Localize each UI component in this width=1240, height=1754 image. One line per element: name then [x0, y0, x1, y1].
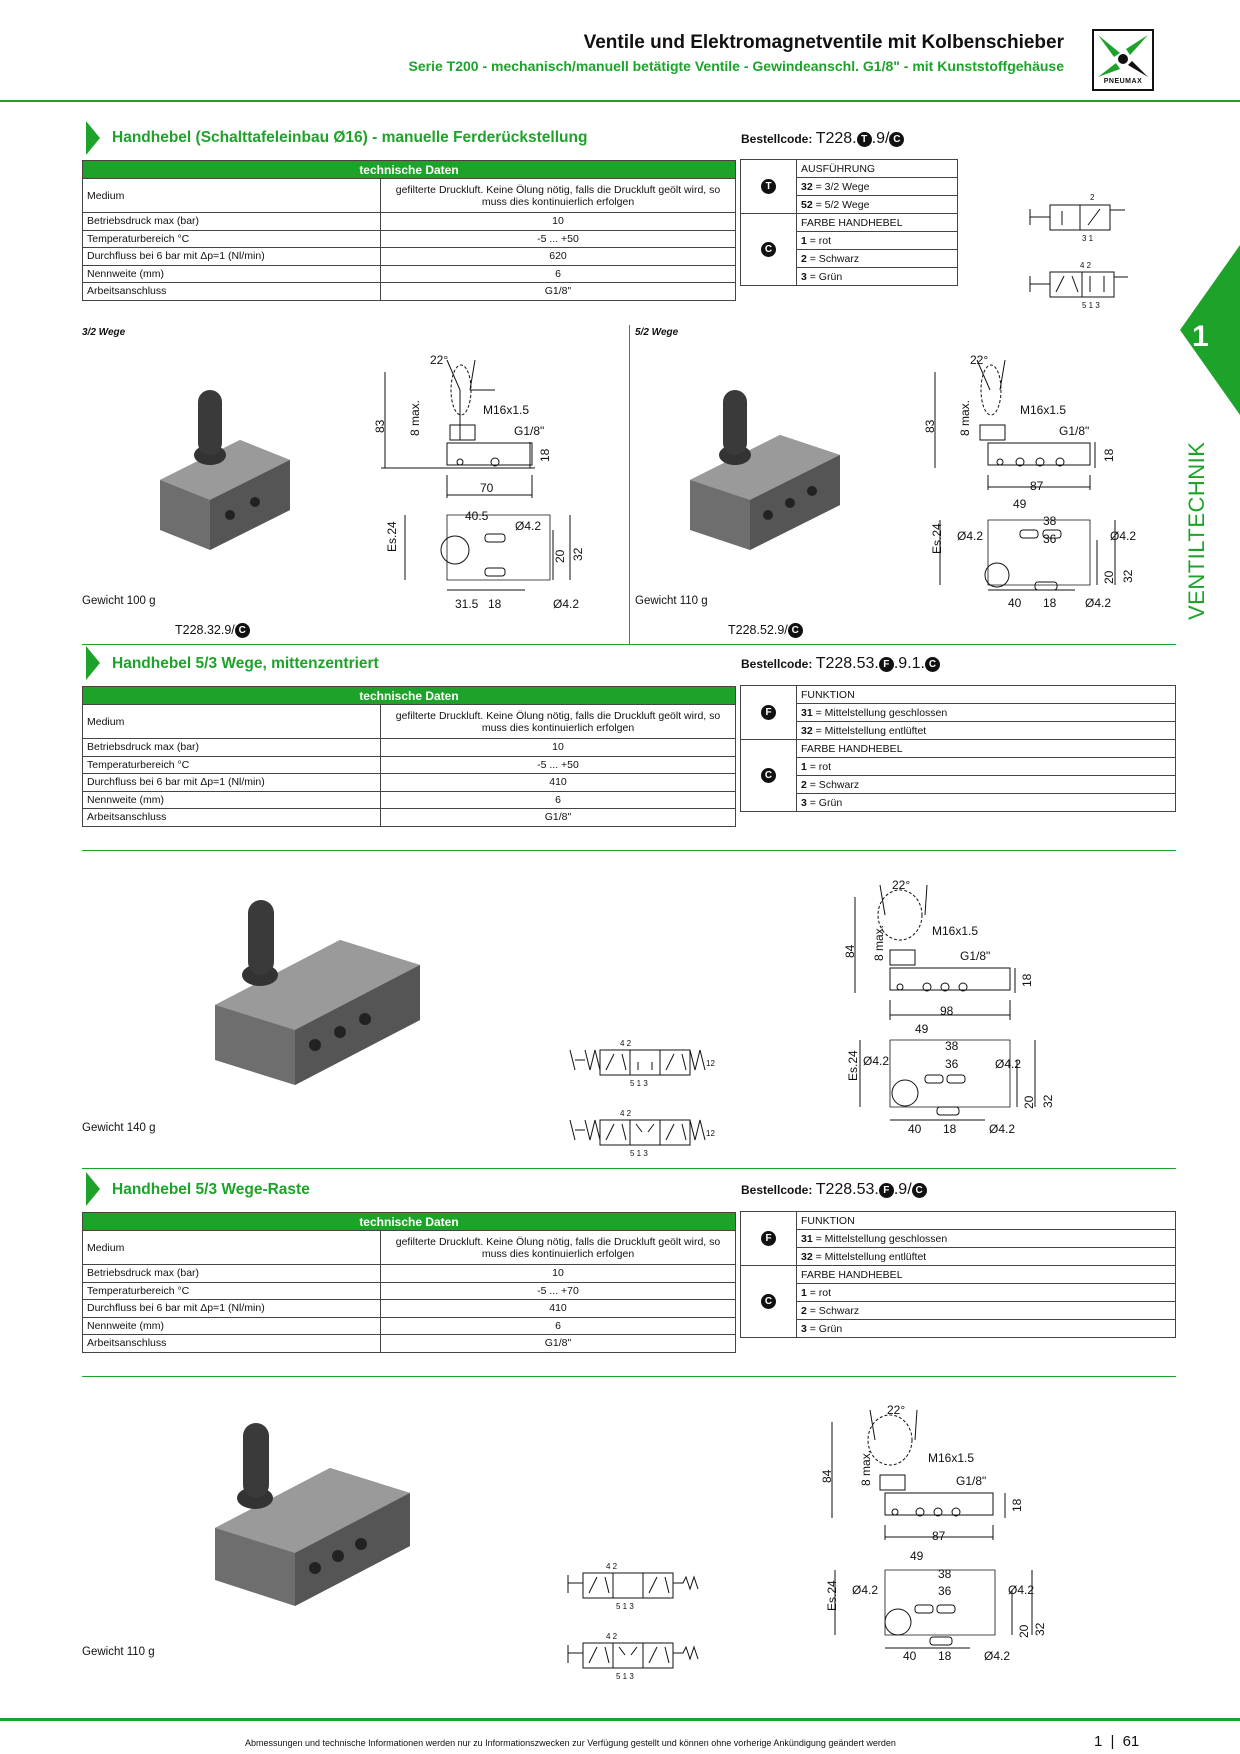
page-subtitle: Serie T200 - mechanisch/manuell betätigte Ventile - Gewindeanschl. G1/8" - mit Kunststoffgehäuse: [408, 58, 1064, 74]
svg-text:5 1 3: 5 1 3: [1082, 301, 1100, 310]
svg-text:20: 20: [553, 549, 567, 563]
svg-text:Ø4.2: Ø4.2: [553, 597, 580, 611]
svg-text:18: 18: [1043, 596, 1057, 610]
symbol-5-2-valve: [1030, 262, 1140, 312]
svg-text:Es.24: Es.24: [930, 523, 944, 554]
svg-text:Es.24: Es.24: [846, 1050, 860, 1081]
svg-text:32: 32: [571, 547, 585, 561]
section-arrow-icon: [86, 121, 100, 155]
product-image-5-2: [680, 380, 850, 560]
product-image-5-3-detent: [210, 1418, 420, 1608]
pneumax-logo: [1092, 29, 1154, 91]
svg-text:4 2: 4 2: [606, 1632, 618, 1641]
symbol-5-3-detent-a: [568, 1563, 708, 1613]
svg-text:Ø4.2: Ø4.2: [957, 529, 984, 543]
footer-disclaimer: Abmessungen und technische Informationen werden nur zu Informationszwecken zur Verfügung gestellt und können ohne vorherige Ankündigung geändert werden: [245, 1738, 896, 1748]
svg-text:G1/8": G1/8": [956, 1474, 987, 1488]
svg-text:87: 87: [932, 1529, 946, 1543]
svg-text:5 1 3: 5 1 3: [616, 1602, 634, 1611]
variant-label-3-2: 3/2 Wege: [82, 327, 126, 338]
svg-text:70: 70: [480, 481, 494, 495]
svg-text:20: 20: [1017, 1624, 1031, 1638]
svg-text:20: 20: [1022, 1095, 1036, 1109]
svg-text:8 max.: 8 max.: [408, 399, 422, 436]
section2-order-code: Bestellcode: T228.53. F .9.1. C: [741, 655, 940, 673]
chapter-label: VENTILTECHNIK: [1184, 441, 1209, 620]
svg-text:22°: 22°: [430, 353, 449, 367]
svg-text:Es.24: Es.24: [385, 521, 399, 552]
svg-text:18: 18: [938, 1649, 952, 1663]
svg-text:G1/8": G1/8": [960, 949, 991, 963]
tech-table-header: technische Daten: [83, 161, 736, 179]
svg-text:32: 32: [1041, 1094, 1055, 1108]
svg-text:18: 18: [1010, 1498, 1024, 1512]
footer-divider: [0, 1718, 1240, 1721]
product-image-5-3-centered: [210, 895, 430, 1085]
svg-text:31.5: 31.5: [455, 597, 479, 611]
svg-text:Ø4.2: Ø4.2: [863, 1054, 890, 1068]
tech-table-header: technische Daten: [83, 1213, 736, 1231]
svg-text:3 1: 3 1: [1082, 234, 1094, 243]
dimension-drawing-5-3-detent: [820, 1400, 1047, 1665]
section3-order-code: Bestellcode: T228.53. F .9/ C: [741, 1181, 927, 1199]
svg-text:22°: 22°: [892, 878, 911, 892]
svg-text:12: 12: [706, 1059, 715, 1068]
svg-text:M16x1.5: M16x1.5: [932, 924, 979, 938]
svg-text:87: 87: [1030, 479, 1044, 493]
svg-text:8 max.: 8 max.: [859, 1449, 873, 1486]
svg-text:Ø4.2: Ø4.2: [515, 519, 542, 533]
svg-text:40: 40: [1008, 596, 1022, 610]
svg-text:49: 49: [915, 1022, 929, 1036]
svg-text:G1/8": G1/8": [514, 424, 545, 438]
svg-text:38: 38: [945, 1039, 959, 1053]
dimension-drawing-5-2: [925, 350, 1155, 610]
weight-5-2: Gewicht 110 g: [635, 595, 708, 607]
symbol-5-3-centered-b: [570, 1109, 715, 1160]
partcode-3-2: T228.32.9/ C: [175, 623, 250, 638]
section2-options-table: F FUNKTION 31 = Mittelstellung geschlossen 32 = Mittelstellung entlüftet C FARBE HANDHEBEL 1 = rot 2 = Schwarz 3 = Grün: [740, 685, 1176, 812]
section3-mid-line: [82, 1376, 1176, 1377]
section3-options-table: F FUNKTION 31 = Mittelstellung geschlossen 32 = Mittelstellung entlüftet C FARBE HANDHEBEL 1 = rot 2 = Schwarz 3 = Grün: [740, 1211, 1176, 1338]
svg-text:40: 40: [903, 1649, 917, 1663]
svg-text:4 2: 4 2: [620, 1039, 632, 1048]
svg-text:36: 36: [945, 1057, 959, 1071]
svg-text:5 1 3: 5 1 3: [630, 1149, 648, 1158]
tech-table-header: technische Daten: [83, 687, 736, 705]
page-number: 1 | 61: [1094, 1733, 1140, 1750]
svg-text:Ø4.2: Ø4.2: [984, 1649, 1011, 1663]
svg-text:Ø4.2: Ø4.2: [1110, 529, 1137, 543]
section1-options-table: T AUSFÜHRUNG 32 = 3/2 Wege 52 = 5/2 Wege C FARBE HANDHEBEL 1 = rot 2 = Schwarz 3 = Grün: [740, 159, 958, 286]
section3-tech-table: technische Daten Medium gefilterte Druckluft. Keine Ölung nötig, falls die Druckluft geölt wird, so muss dies kontinuierlich erfolgen Betriebsdruck max (bar) 10 Temperaturbereich °C -5 ... +70 Durchfluss bei 6 bar mit Δp=1 (Nl/min) 410 Nennweite (mm) 6 Arbeitsanschluss G1/8": [82, 1212, 736, 1353]
svg-text:49: 49: [1013, 497, 1027, 511]
svg-text:20: 20: [1102, 570, 1116, 584]
svg-text:Ø4.2: Ø4.2: [989, 1122, 1016, 1136]
svg-text:98: 98: [940, 1004, 954, 1018]
svg-text:M16x1.5: M16x1.5: [928, 1451, 975, 1465]
dimension-drawing-3-2: [375, 350, 585, 610]
svg-text:M16x1.5: M16x1.5: [1020, 403, 1067, 417]
product-image-3-2: [150, 380, 310, 560]
page-title: Ventile und Elektromagnetventile mit Kolbenschieber: [583, 32, 1064, 53]
section1-bottom-line: [82, 644, 1176, 645]
section1-tech-table: technische Daten Medium gefilterte Druckluft. Keine Ölung nötig, falls die Druckluft geölt wird, so muss dies kontinuierlich erfolgen Betriebsdruck max (bar) 10 Temperaturbereich °C -5 ... +50 Durchfluss bei 6 bar mit Δp=1 (Nl/min) 620 Nennweite (mm) 6 Arbeitsanschluss G1/8": [82, 160, 736, 301]
chapter-tab: [1180, 245, 1240, 415]
section2-tech-table: technische Daten Medium gefilterte Druckluft. Keine Ölung nötig, falls die Druckluft geölt wird, so muss dies kontinuierlich erfolgen Betriebsdruck max (bar) 10 Temperaturbereich °C -5 ... +50 Durchfluss bei 6 bar mit Δp=1 (Nl/min) 410 Nennweite (mm) 6 Arbeitsanschluss G1/8": [82, 686, 736, 827]
partcode-5-2: T228.52.9/ C: [728, 623, 803, 638]
svg-text:18: 18: [488, 597, 502, 611]
svg-text:Ø4.2: Ø4.2: [1008, 1583, 1035, 1597]
svg-text:18: 18: [943, 1122, 957, 1136]
svg-text:84: 84: [820, 1469, 834, 1483]
svg-text:83: 83: [923, 419, 937, 433]
weight-5-3-centered: Gewicht 140 g: [82, 1122, 156, 1134]
svg-text:4 2: 4 2: [1080, 261, 1092, 270]
svg-text:32: 32: [1033, 1622, 1047, 1636]
svg-text:G1/8": G1/8": [1059, 424, 1090, 438]
svg-text:Es.24: Es.24: [825, 1580, 839, 1611]
header-divider: [0, 100, 1240, 102]
svg-text:18: 18: [538, 448, 552, 462]
svg-text:18: 18: [1102, 448, 1116, 462]
svg-text:49: 49: [910, 1549, 924, 1563]
chapter-number: 1: [1192, 320, 1209, 353]
svg-text:22°: 22°: [970, 353, 989, 367]
symbol-3-2-valve: [1030, 195, 1140, 245]
svg-text:4 2: 4 2: [606, 1562, 618, 1571]
section2-bottom-line: [82, 1168, 1176, 1169]
svg-text:83: 83: [373, 419, 387, 433]
dimension-drawing-5-3-centered: [845, 875, 1065, 1140]
svg-text:4 2: 4 2: [620, 1109, 632, 1118]
svg-text:40.5: 40.5: [465, 509, 489, 523]
section2-mid-line: [82, 850, 1176, 851]
variant-label-5-2: 5/2 Wege: [635, 327, 679, 338]
svg-text:36: 36: [1043, 532, 1057, 546]
section1-title: Handhebel (Schalttafeleinbau Ø16) - manuelle Ferderückstellung: [112, 129, 588, 146]
section-arrow-icon: [86, 1172, 100, 1206]
svg-text:36: 36: [938, 1584, 952, 1598]
svg-text:32: 32: [1121, 569, 1135, 583]
svg-text:8 max.: 8 max.: [958, 399, 972, 436]
section2-title: Handhebel 5/3 Wege, mittenzentriert: [112, 655, 379, 672]
section1-order-code: Bestellcode: T228. T .9/ C: [741, 130, 904, 148]
section3-title: Handhebel 5/3 Wege-Raste: [112, 1181, 310, 1198]
svg-text:18: 18: [1020, 973, 1034, 987]
svg-text:Ø4.2: Ø4.2: [1085, 596, 1112, 610]
svg-text:38: 38: [1043, 514, 1057, 528]
symbol-5-3-detent-b: [568, 1633, 708, 1683]
svg-text:M16x1.5: M16x1.5: [483, 403, 530, 417]
symbol-5-3-centered-a: [570, 1039, 715, 1090]
svg-text:40: 40: [908, 1122, 922, 1136]
svg-text:5 1 3: 5 1 3: [630, 1079, 648, 1088]
svg-text:2: 2: [1090, 193, 1095, 202]
weight-5-3-detent: Gewicht 110 g: [82, 1646, 155, 1658]
variant-divider: [629, 325, 630, 645]
svg-text:38: 38: [938, 1567, 952, 1581]
section-arrow-icon: [86, 646, 100, 680]
svg-text:8 max.: 8 max.: [872, 924, 886, 961]
svg-text:84: 84: [843, 944, 857, 958]
weight-3-2: Gewicht 100 g: [82, 595, 156, 607]
svg-text:5 1 3: 5 1 3: [616, 1672, 634, 1681]
svg-text:Ø4.2: Ø4.2: [995, 1057, 1022, 1071]
logo-text: PNEUMAX: [1103, 78, 1143, 85]
svg-text:12: 12: [706, 1129, 715, 1138]
svg-text:Ø4.2: Ø4.2: [852, 1583, 879, 1597]
svg-text:22°: 22°: [887, 1403, 906, 1417]
